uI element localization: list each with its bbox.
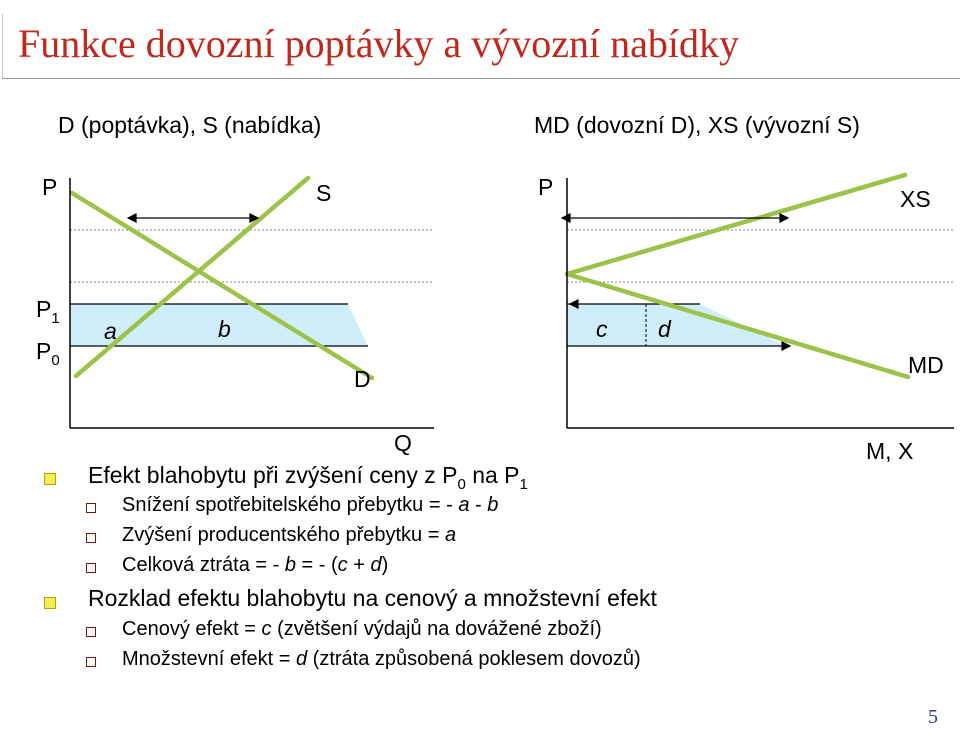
- s3-v1: b: [284, 554, 296, 576]
- s1-v2: b: [487, 494, 499, 516]
- left-axis-x-label: Q: [394, 430, 412, 456]
- p1-sub: 1: [51, 310, 60, 327]
- s2-pre: Zvýšení producentského přebytku =: [122, 524, 445, 546]
- s3-post: ): [381, 554, 389, 576]
- md-curve-label: MD: [908, 352, 944, 378]
- right-panel-heading: MD (dovozní D), XS (vývozní S): [534, 112, 860, 138]
- bullet-consumer-surplus: [122, 494, 498, 517]
- area-a-label: a: [104, 318, 117, 344]
- bullet-total-loss: [122, 554, 388, 577]
- area-b-label: b: [218, 316, 231, 342]
- sub-marker-1: [86, 503, 96, 513]
- s4-post: (zvětšení výdajů na dovážené zboží): [271, 618, 602, 640]
- page-number: 5: [928, 706, 938, 728]
- bullet-marker-1: [44, 473, 56, 485]
- bullet-welfare-effect: [88, 462, 528, 493]
- demand-curve-label: D: [354, 366, 371, 392]
- left-panel-heading: D (poptávka), S (nabídka): [58, 112, 322, 138]
- s3-v3: d: [370, 554, 382, 576]
- bullet-price-effect: [122, 618, 602, 641]
- sub-marker-3: [86, 563, 96, 573]
- s1-pre: Snížení spotřebitelského přebytku = -: [122, 494, 459, 516]
- area-c-label: c: [596, 316, 608, 342]
- s1-v1: a: [458, 494, 470, 516]
- bullet-producer-surplus: [122, 524, 456, 547]
- b1-sub-a: 0: [457, 476, 466, 493]
- right-upper-arrow-left-head: [562, 214, 570, 222]
- left-axis-y-label: P: [42, 174, 58, 200]
- bullet-marker-2: [44, 597, 56, 609]
- right-axis-x-label: M, X: [866, 438, 914, 464]
- sub-marker-4: [86, 627, 96, 637]
- xs-curve: [567, 175, 905, 274]
- right-axis-y-label: P: [538, 174, 554, 200]
- s2-v1: a: [444, 524, 457, 546]
- p0-sub: 0: [51, 352, 60, 369]
- p0-label: [36, 338, 60, 369]
- b1-text-a: Efekt blahobytu při zvýšení ceny z P: [88, 462, 458, 488]
- slide-title: Funkce dovozní poptávky a vývozní nabídky: [18, 21, 739, 66]
- p1-main: P: [36, 296, 52, 322]
- p1-label: [36, 296, 60, 327]
- p0-main: P: [36, 338, 52, 364]
- s3-v2: c: [337, 554, 348, 576]
- axes: [70, 178, 954, 428]
- area-d-label: d: [658, 316, 671, 342]
- xs-curve-label: XS: [900, 186, 931, 212]
- bullet-quantity-effect: [122, 648, 641, 671]
- s3-pre: Celková ztráta = -: [122, 554, 285, 576]
- b1-text-b: na P: [465, 462, 520, 488]
- b1-sub-b: 1: [519, 476, 528, 493]
- left-upper-arrow-left-head: [128, 214, 136, 222]
- s4-v1: c: [261, 618, 272, 640]
- sub-marker-5: [86, 657, 96, 667]
- right-upper-arrow-right-head: [780, 214, 788, 222]
- bullet-decomposition: Rozklad efektu blahobytu na cenový a množstevní efekt: [88, 585, 657, 611]
- s4-pre: Cenový efekt =: [122, 618, 262, 640]
- s1-mid: -: [469, 494, 488, 516]
- supply-curve-label: S: [316, 180, 332, 206]
- s5-post: (ztráta způsobená poklesem dovozů): [307, 648, 641, 670]
- s5-pre: Množstevní efekt =: [122, 648, 296, 670]
- s3-mid2: +: [347, 554, 371, 576]
- s3-mid: = - (: [295, 554, 338, 576]
- s5-v1: d: [295, 648, 308, 670]
- sub-marker-2: [86, 533, 96, 543]
- demand-curve: [72, 193, 372, 378]
